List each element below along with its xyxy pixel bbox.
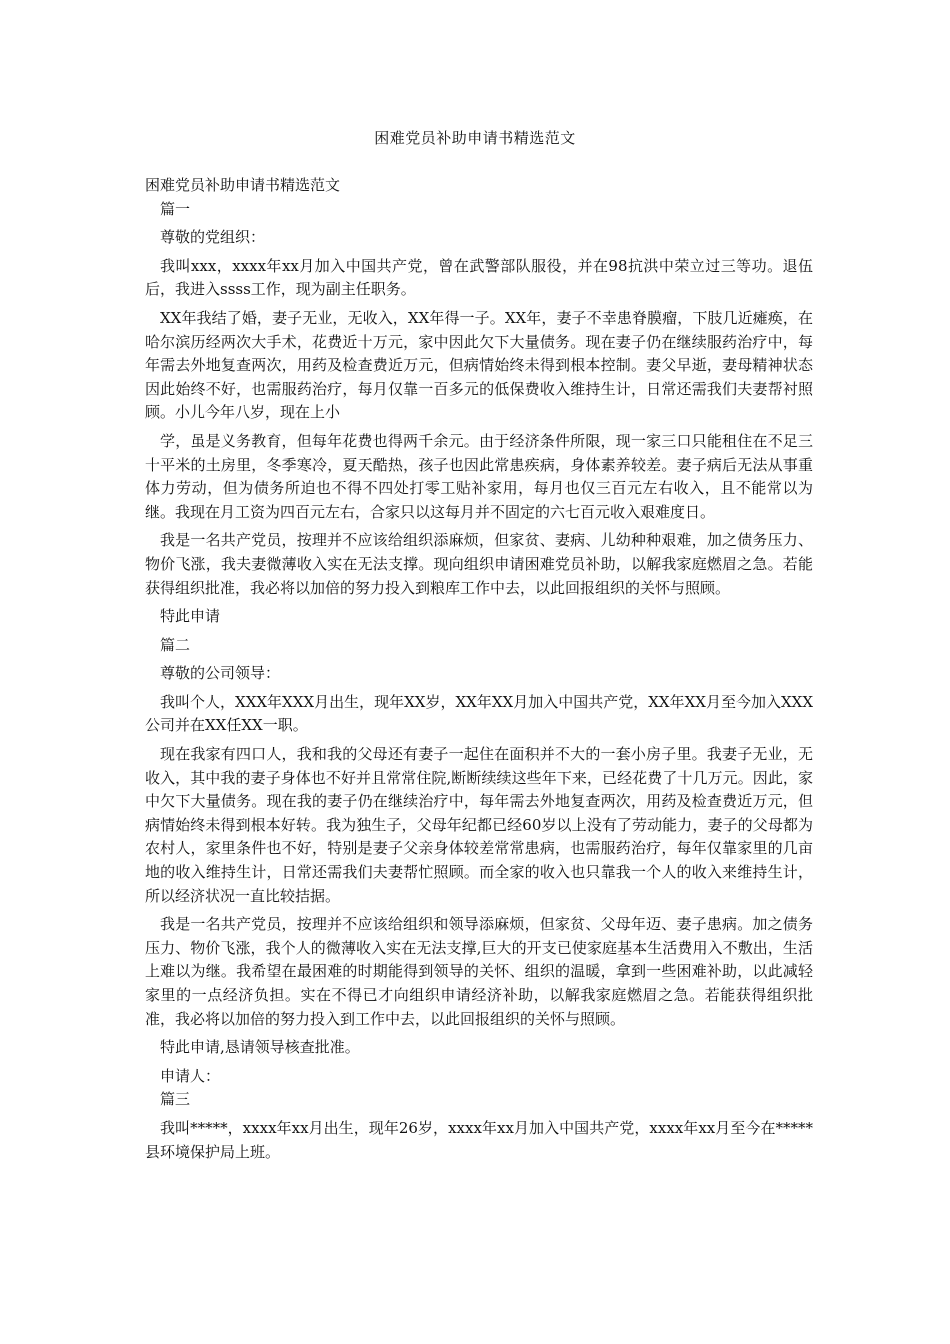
part1-paragraph: 学，虽是义务教育，但每年花费也得两千余元。由于经济条件所限，现一家三口只能租住在不足三十平米的土房里，冬季寒冷，夏天酷热，孩子也因此常患疾病，身体素养较差。妻子病后无法从事重体力劳动，但为债务所迫也不得不四处打零工贴补家用，每月也仅三百元左右收入，且不能常以为继。我现在月工资为四百元左右，合家只以这每月并不固定的六七百元收入艰难度日。: [145, 431, 813, 521]
part2-heading: 篇二: [160, 635, 191, 654]
part2-closing: 特此申请,恳请领导核查批准。: [160, 1038, 360, 1057]
part1-greeting: 尊敬的党组织：: [160, 228, 266, 247]
part2-greeting: 尊敬的公司领导：: [160, 664, 281, 683]
part3-paragraph: 我叫*****，xxxx年xx月出生，现年26岁，xxxx年xx月加入中国共产党，xxxx年xx月至今在*****县环境保护局上班。: [145, 1118, 813, 1161]
document-subtitle: 困难党员补助申请书精选范文: [145, 176, 341, 194]
part2-signature: 申请人：: [160, 1066, 221, 1085]
part1-heading: 篇一: [160, 199, 191, 218]
part1-paragraph: 我叫xxx，xxxx年xx月加入中国共产党，曾在武警部队服役，并在98抗洪中荣立过三等功。退伍后，我进入ssss工作，现为副主任职务。: [145, 256, 813, 299]
part1-paragraph: XX年我结了婚，妻子无业，无收入，XX年得一子。XX年，妻子不幸患脊膜瘤，下肢几近瘫痪，在哈尔滨历经两次大手术，花费近十万元，家中因此欠下大量债务。现在妻子仍在继续服药治疗中，每年需去外地复查两次，用药及检查费近万元，但病情始终未得到根本控制。妻父早逝，妻母精神状态因此始终不好，也需服药治疗，每月仅靠一百多元的低保费收入维持生计，日常还需我们夫妻帮衬照顾。小儿今年八岁，现在上小: [145, 308, 813, 422]
part2-paragraph: 现在我家有四口人，我和我的父母还有妻子一起住在面积并不大的一套小房子里。我妻子无业，无收入，其中我的妻子身体也不好并且常常住院,断断续续这些年下来，已经花费了十几万元。因此，家中欠下大量债务。现在我的妻子仍在继续治疗中，每年需去外地复查两次，用药及检查费近万元，但病情始终未得到根本好转。我为独生子，父母年纪都已经60岁以上没有了劳动能力，妻子的父母都为农村人，家里条件也不好，特别是妻子父亲身体较差常常患病，也需服药治疗，每年仅靠家里的几亩地的收入维持生计，日常还需我们夫妻帮忙照顾。而全家的收入也只靠我一个人的收入来维持生计，所以经济状况一直比较拮据。: [145, 745, 813, 905]
part1-paragraph: 我是一名共产党员，按理并不应该给组织添麻烦，但家贫、妻病、儿幼种种艰难，加之债务压力、物价飞涨，我夫妻微薄收入实在无法支撑。现向组织申请困难党员补助，以解我家庭燃眉之急。若能获得组织批准，我必将以加倍的努力投入到粮库工作中去，以此回报组织的关怀与照顾。: [145, 531, 813, 597]
part2-paragraph: 我是一名共产党员，按理并不应该给组织和领导添麻烦，但家贫、父母年迈、妻子患病。加之债务压力、物价飞涨，我个人的微薄收入实在无法支撑,巨大的开支已使家庭基本生活费用入不敷出，生活上难以为继。我希望在最困难的时期能得到领导的关怀、组织的温暖，拿到一些困难补助，以此减轻家里的一点经济负担。实在不得已才向组织申请经济补助，以解我家庭燃眉之急。若能获得组织批准，我必将以加倍的努力投入到工作中去，以此回报组织的关怀与照顾。: [145, 915, 813, 1028]
part3-heading: 篇三: [160, 1090, 191, 1109]
document-title: 困难党员补助申请书精选范文: [374, 129, 576, 147]
part1-closing: 特此申请: [160, 607, 221, 626]
document-body: [145, 174, 813, 1164]
part2-paragraph: 我叫个人，XXX年XXX月出生，现年XX岁，XX年XX月加入中国共产党，XX年XX月至今加入XXX公司并在XX任XX一职。: [145, 692, 813, 735]
